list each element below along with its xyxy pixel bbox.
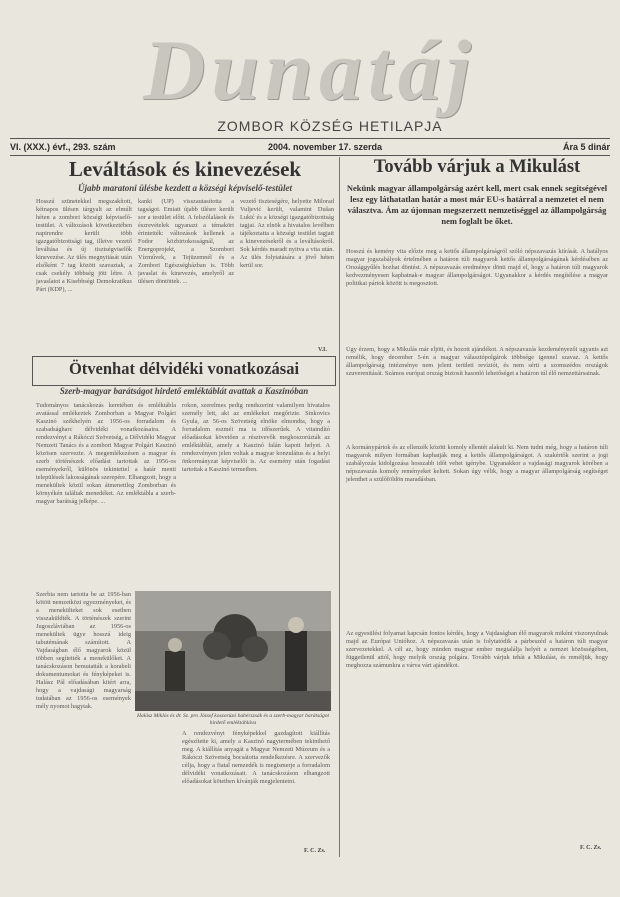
photo-scene-image <box>135 591 331 711</box>
article3-paragraph-1: Hosszú és kemény vita előzte meg a kettős állampolgárságról szóló népszavazás kiírását. A hatályos magyar jogszabályok értelmében a határon túli magyarok kettős állampolgárságának kérdésében az Országgyűlés hozhat döntést. A népszavazás eredménye dönti majd el, hogy a határon túli magyarok kedvezményesen kaphatnak-e magyar állampolgárságot. Ugyanakkor a kérdés megítélése a magyar politikai pártok között is megosztott. <box>346 248 608 287</box>
issue-price: Ára 5 dinár <box>562 142 610 152</box>
article3-paragraph-4: Az egyesülési folyamat kapcsán fontos kérdés, hogy a Vajdaságban élő magyarok miként viszonyulnak majd az Európai Unióhoz. A népszavazás után is folytatódik a párbeszéd a határon túli magyar szervezetekkel. A cél az, hogy minden magyar ember megtalálja helyét a nemzet közösségében, függetlenül attól, hogy melyik ország polgára. Tovább várjuk tehát a Mikulást, és reméljük, hogy meghozza számunkra a várva várt ajándékot. <box>346 630 608 669</box>
column-divider <box>339 157 340 857</box>
photo-caption: Halász Miklós és dr. Sz. pro József koszorúzó babérzzsák és a szerb-magyar barátságot hirdető emléktábláva <box>137 713 329 726</box>
article1-column-2: kanki (UP) visszautasította a tagságot. Emiatt újabb ülésre került sor a testület előtt. A felszólalások és észrevételek ugyanazt a témakört érintették: változások kellenek a Fodor közbirtokosságnál, az Energoprojekt, a Szombori Vízművek, a Tejüzemnél és a Zombori Egészségházban is. Több javaslat és kinevezés, amelyről az ülésen döntöttek. ... <box>138 198 234 285</box>
article2-column-2: rokon, szerelmes pedig rendszerint valamilyen hivatalos személy lett, aki az emlékeket megőrizte. Sinkovics Gyula, az 56-os Szövetség elnöke elmondta, hogy a forradalom eszméi ma is időszerűek. A vitaindító előadásokat követően a résztvevők megkoszorúzták az emléktáblát, amely a Kaszinó falán kapott helyet. A rendezvényen jelen voltak a magyar konzulátus és a helyi önkormányzat képviselői is. Az esemény után fogadást tartottak a Kaszinó termeiben. <box>182 402 330 473</box>
article1-column-1: Hosszú szünetekkel megszakított, kétnapos ülésen tárgyalt az elmúlt héten a zombori községi képviselő-testület. A változások következtében napirendre került több igazgatóbizottsági tag, illetve vezető leváltása és új tisztségviselők kinevezése. Az ülés megnyitását után elsőként 7 tag között szavaztak, a csak csekély többség jött létre. A javaslatot a Kisebbségi Demokratikus Párt (KDP), ... <box>36 198 132 293</box>
article3-signature: F. C. Zs. <box>580 845 602 851</box>
article1-signature: V.I. <box>318 347 327 353</box>
article3-lead: Nekünk magyar állampolgárság azért kell, mert csak ennek segítségével lesz egy láthatatlan határ a most már EU-s határral a nemzetet el nem választva. Ám az újonnan megszerzett nemzetiséggel az állampolgárság nem foglalt be őket. <box>346 183 608 226</box>
article2-subtitle: Szerb-magyar barátságot hirdető emléktáblát avattak a Kaszinóban <box>59 386 309 396</box>
article2-column-lower-left: Szerbia nem tartotta be az 1956-ban kötött nemzetközi egyezményeket, és a menekülteket sok esetben visszaküldték. A történészek szerint Jugoszláviában az 1956-os menekültek ügye hosszú ideig tabutémának számított. A Vajdaságban élő magyarok közül többen segítették a menekülőket. A tanácskozáson bemutatták a korabeli dokumentumokat és fényképeket is. Halász Pál előadásában kitért arra, hogy a vajdasági magyarság tudatában az 1956-os események mély nyomot hagytak. <box>36 591 131 710</box>
masthead-title: Dunatáj <box>143 22 477 118</box>
event-photo <box>135 591 331 711</box>
article3-paragraph-2: Úgy érzem, hogy a Mikulás már eljött, és hozott ajándékot. A népszavazás kezdeményezői ugyanis azt remélik, hogy december 5-én a magyar választópolgárok többsége igennel szavaz. A kettős állampolgárság intézménye nem jelent területi revíziót, és nem sérti a szomszédos országok szuverenitását. Számos európai ország biztosít hasonló lehetőséget a határon túl élő nemzettársainak. <box>346 346 608 377</box>
article1-title: Leváltások és kinevezések <box>68 157 302 181</box>
article2-column-lower-right: A rendezvényt fényképekkel gazdagított kiállítás egészítette ki, amely a Kaszinó nagytermében tekinthető meg. A kiállítás anyagát a Magyar Nemzeti Múzeum és a Rákóczi Szövetség bocsátotta rendelkezésre. A szervezők célja, hogy a fiatal nemzedék is megismerje a forradalom délvidéki vonatkozásait. A tanácskozáson elhangzott előadásokat kötetben kívánják megjelentetni. <box>182 730 330 785</box>
article1-column-3: vezető tiszteségére, helyette Milorad Vuljević került, valamint Dušan Lukić és a községi igazgatóbizottság tagjai. Az elnök a hivatalos levélben tájékoztatta a községi testület tagjait a kinevezésekről és a leváltásokról. Sok kérdés maradt nyitva a vita után. Az ülés folytatására a jövő héten kerül sor. <box>240 198 334 269</box>
issue-info-bar <box>10 138 610 156</box>
article2-column-1: Tudományos tanácskozás keretében és emléktábla avatással emlékeztek Zomborban a Magyar Polgári Kaszinó székhelyén az 1956-os forradalom és szabadságharc délvidéki vonatkozásaira. A rendezvényt a Rákóczi Szövetség, a Délvidéki Magyar Nemzeti Tanács és a zombori Magyar Polgári Kaszinó közösen szervezte. A megemlékezésen a magyar és szerb történészek előadást tartottak az 1956-os eseményekről, különös tekintettel a határ menti települések lakosságának szerepére. Elhangzott, hogy a menekültek közül sokan átmenetileg Zomborban és környékén találtak menedéket. Az emléktábla a szerb-magyar barátság jelképe. ... <box>36 402 176 505</box>
article2-title: Ötvenhat délvidéki vonatkozásai <box>68 359 300 378</box>
masthead-subtitle: ZOMBOR KÖZSÉG HETILAPJA <box>217 118 443 134</box>
article2-signature: F. C. Zs. <box>304 848 326 854</box>
article1-subtitle: Újabb maratoni ülésbe kezdett a községi képviselő-testület <box>78 183 292 193</box>
issue-volume: VI. (XXX.) évf., 293. szám <box>10 142 116 152</box>
article3-paragraph-3: A kormánypártok és az ellenzék között komoly ellentét alakult ki. Nem tudni még, hogy a határon túli magyarok milyen formában kaphatják meg a kettős állampolgárságot. A szakértők szerint a jogi szabályozás kidolgozása hosszabb időt vehet igénybe. Ugyanakkor a vajdasági magyarok körében a népszavazás komoly reményeket keltett. Sokan úgy vélik, hogy a magyar állampolgárság segítséget jelenthet a szülőföldön maradásban. <box>346 444 608 483</box>
article3-title: Tovább várjuk a Mikulást <box>373 157 581 177</box>
issue-date: 2004. november 17. szerda <box>268 142 383 152</box>
